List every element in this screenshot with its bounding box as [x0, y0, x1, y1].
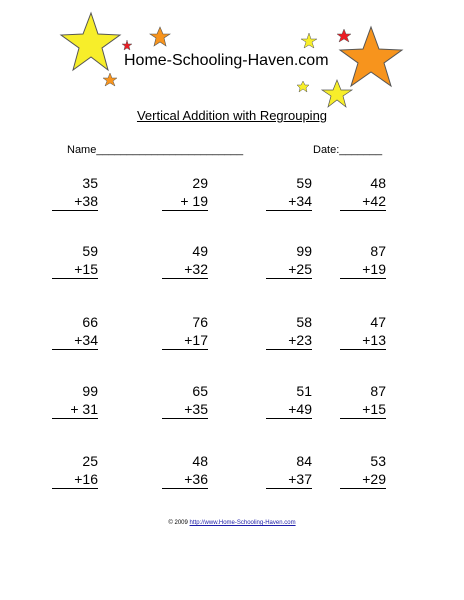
- bottom-addend: +37: [266, 470, 312, 489]
- top-addend: 48: [370, 175, 386, 191]
- bottom-addend: +13: [340, 331, 386, 350]
- star-icon: [322, 80, 352, 107]
- star-icon: [61, 13, 120, 70]
- bottom-addend: +15: [52, 260, 98, 279]
- addition-problem: [266, 382, 312, 419]
- bottom-addend: +29: [340, 470, 386, 489]
- date-field: Date:_______: [313, 144, 383, 156]
- top-addend: 59: [296, 175, 312, 191]
- site-title: Home-Schooling-Haven.com: [124, 52, 329, 69]
- top-addend: 53: [370, 453, 386, 469]
- addition-problem: [340, 452, 386, 489]
- top-addend: 87: [370, 243, 386, 259]
- star-icon: [297, 81, 309, 92]
- top-addend: 87: [370, 383, 386, 399]
- addition-problem: [266, 452, 312, 489]
- addition-problem: [340, 313, 386, 350]
- bottom-addend: +42: [340, 192, 386, 211]
- star-icon: [340, 27, 402, 86]
- star-icon: [301, 33, 317, 48]
- top-addend: 29: [192, 175, 208, 191]
- addition-problem: [266, 313, 312, 350]
- addition-problem: [52, 242, 98, 279]
- bottom-addend: +34: [266, 192, 312, 211]
- addition-problem: [340, 382, 386, 419]
- top-addend: 35: [82, 175, 98, 191]
- top-addend: 84: [296, 453, 312, 469]
- name-field: Name________________________: [67, 144, 244, 156]
- star-icon: [150, 27, 170, 46]
- bottom-addend: +34: [52, 331, 98, 350]
- bottom-addend: +19: [340, 260, 386, 279]
- bottom-addend: +17: [162, 331, 208, 350]
- star-icon: [122, 40, 132, 50]
- addition-problem: [162, 452, 208, 489]
- addition-problem: [266, 242, 312, 279]
- addition-problem: [162, 382, 208, 419]
- top-addend: 76: [192, 314, 208, 330]
- top-addend: 66: [82, 314, 98, 330]
- footer-link[interactable]: http://www.Home-Schooling-Haven.com: [189, 520, 296, 526]
- bottom-addend: +16: [52, 470, 98, 489]
- bottom-addend: +49: [266, 400, 312, 419]
- bottom-addend: +32: [162, 260, 208, 279]
- top-addend: 65: [192, 383, 208, 399]
- bottom-addend: +36: [162, 470, 208, 489]
- copyright-text: © 2009: [168, 520, 188, 526]
- top-addend: 99: [296, 243, 312, 259]
- worksheet-title: [0, 108, 464, 123]
- bottom-addend: +15: [340, 400, 386, 419]
- bottom-addend: +23: [266, 331, 312, 350]
- bottom-addend: + 19: [162, 192, 208, 211]
- addition-problem: [52, 452, 98, 489]
- star-icon: [337, 29, 351, 42]
- footer: [0, 520, 464, 526]
- bottom-addend: +35: [162, 400, 208, 419]
- top-addend: 49: [192, 243, 208, 259]
- addition-problem: [52, 313, 98, 350]
- addition-problem: [162, 313, 208, 350]
- bottom-addend: + 31: [52, 400, 98, 419]
- top-addend: 59: [82, 243, 98, 259]
- top-addend: 99: [82, 383, 98, 399]
- top-addend: 51: [296, 383, 312, 399]
- addition-problem: [340, 242, 386, 279]
- top-addend: 58: [296, 314, 312, 330]
- bottom-addend: +38: [52, 192, 98, 211]
- star-icon: [103, 73, 117, 86]
- addition-problem: [52, 174, 98, 211]
- top-addend: 25: [82, 453, 98, 469]
- bottom-addend: +25: [266, 260, 312, 279]
- addition-problem: [162, 174, 208, 211]
- addition-problem: [162, 242, 208, 279]
- addition-problem: [266, 174, 312, 211]
- addition-problem: [52, 382, 98, 419]
- worksheet-title-text: Vertical Addition with Regrouping: [136, 108, 328, 123]
- top-addend: 48: [192, 453, 208, 469]
- top-addend: 47: [370, 314, 386, 330]
- addition-problem: [340, 174, 386, 211]
